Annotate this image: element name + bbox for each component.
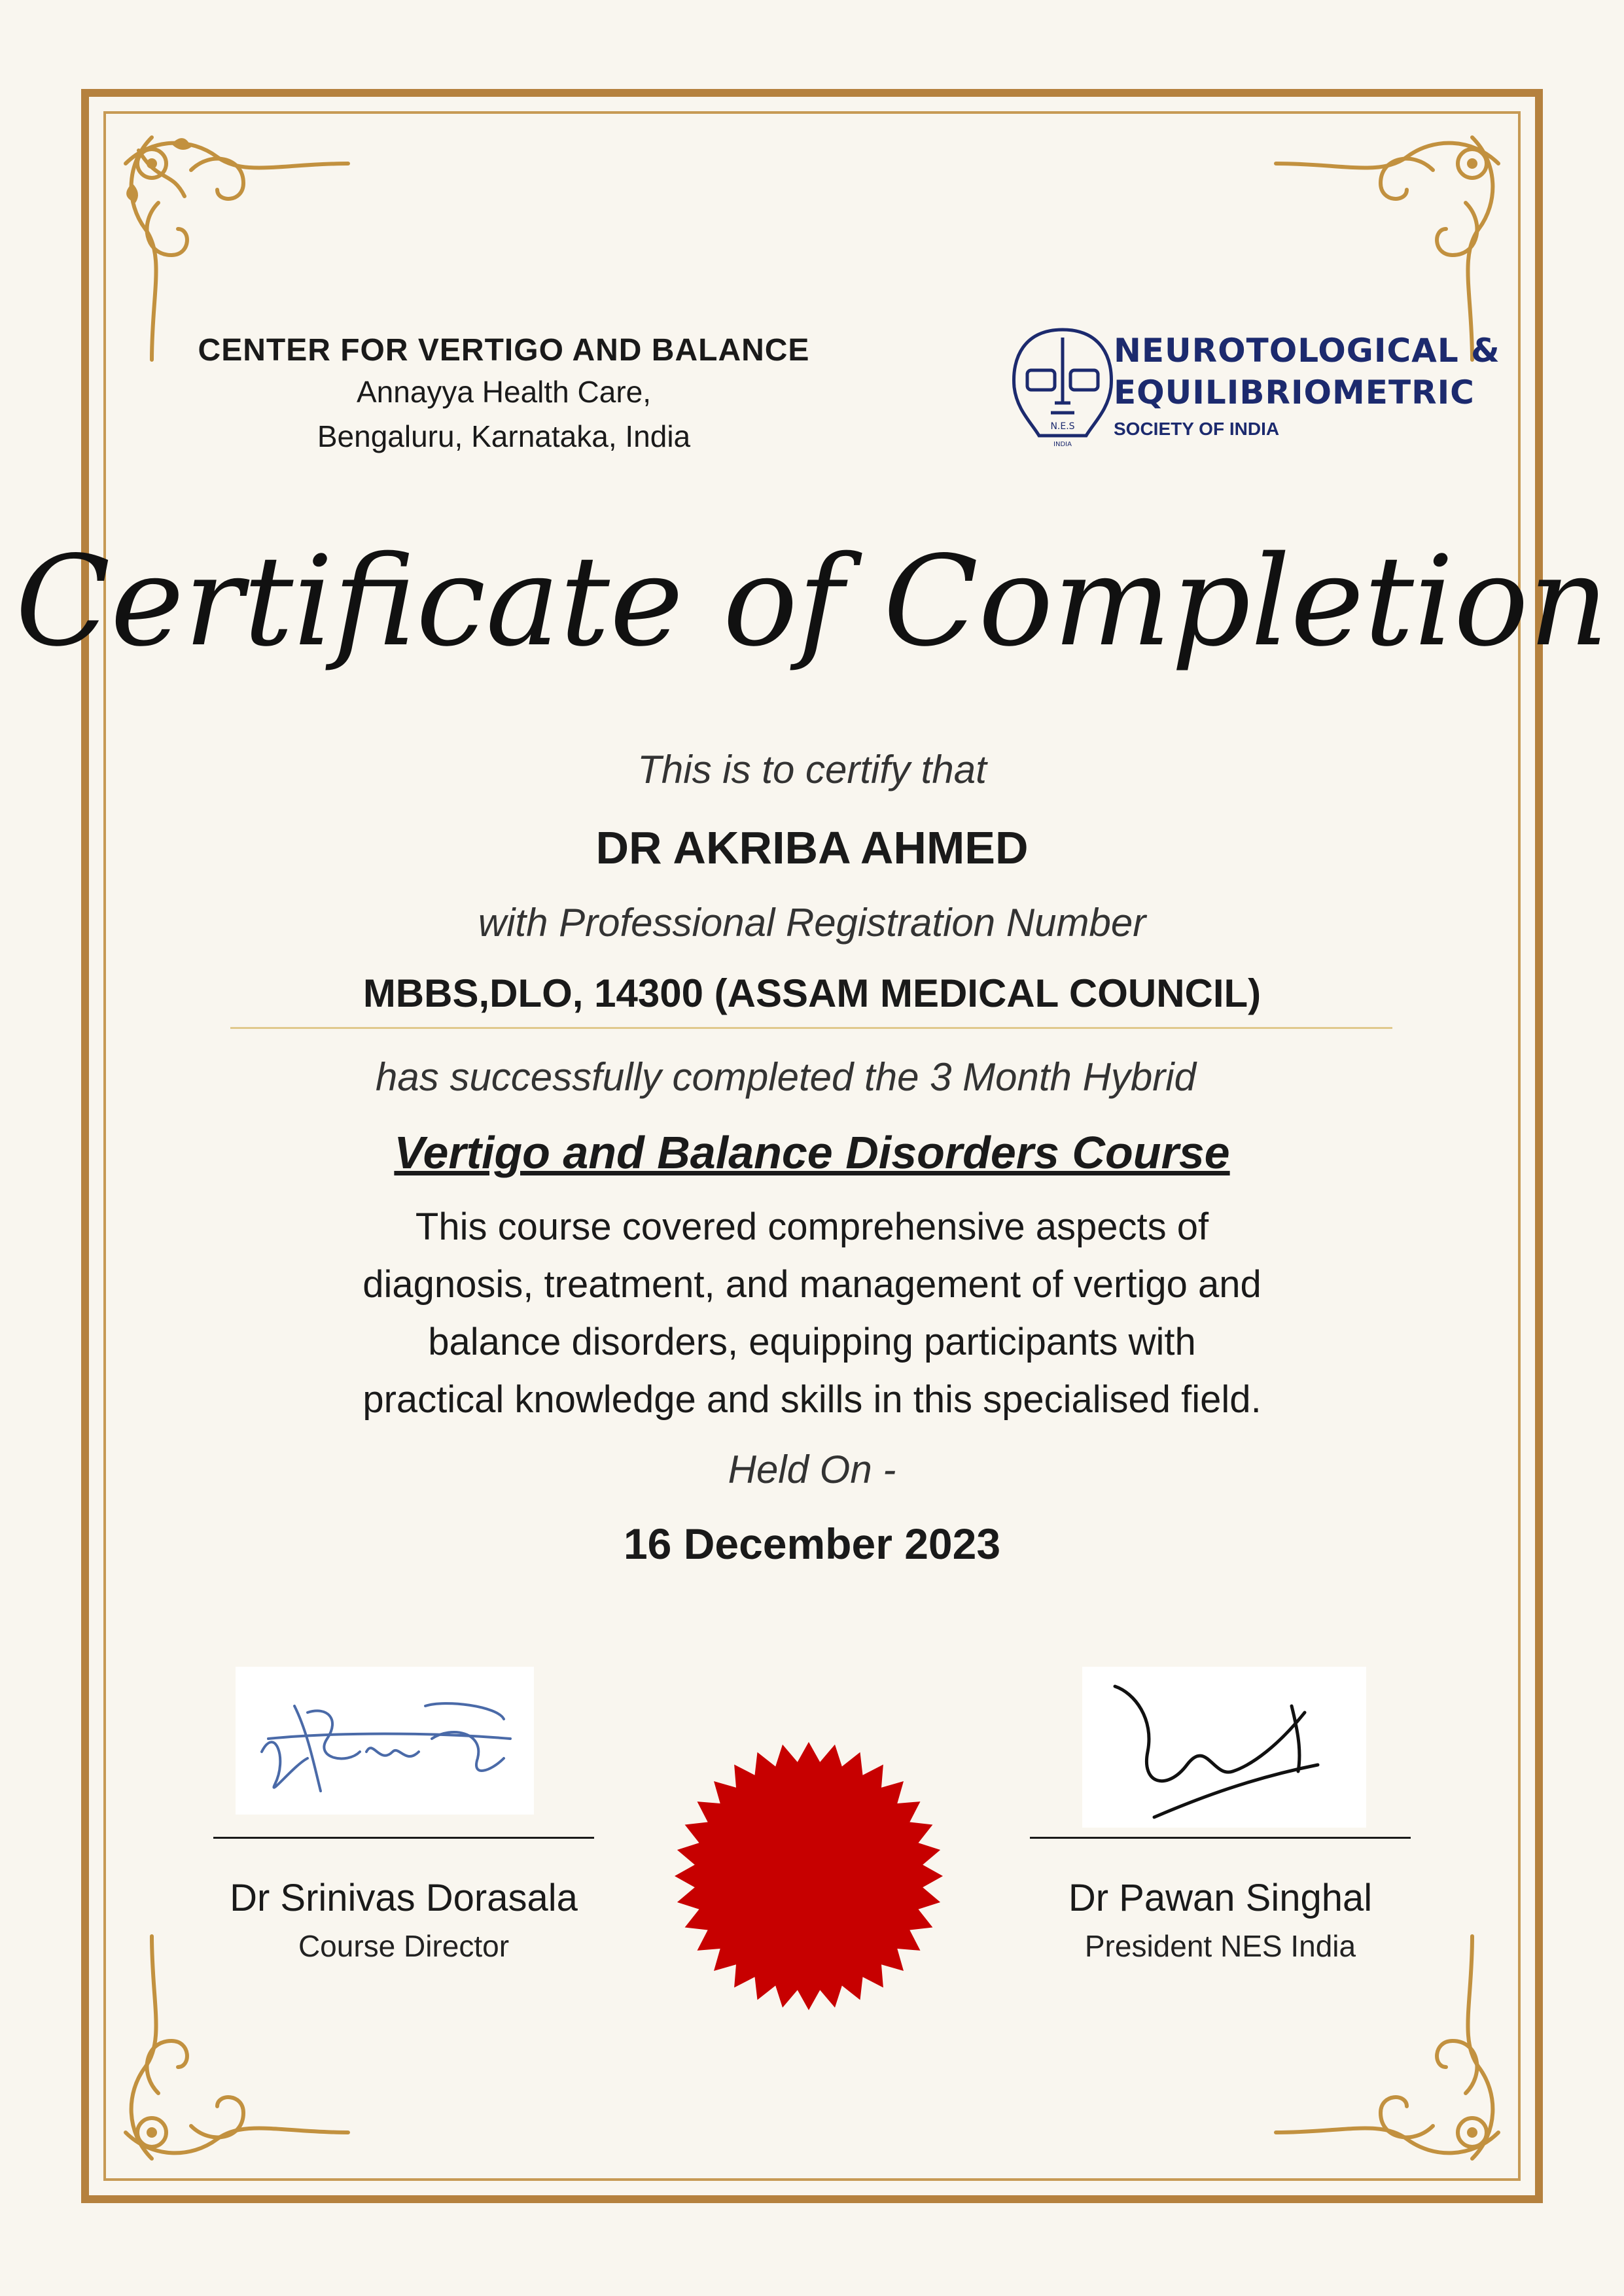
recipient-name: DR AKRIBA AHMED bbox=[595, 822, 1029, 873]
nes-name-line3: SOCIETY OF INDIA bbox=[1114, 419, 1280, 439]
held-on-label: Held On - bbox=[728, 1448, 896, 1491]
description-line: This course covered comprehensive aspects of bbox=[415, 1206, 1209, 1248]
center-title: CENTER FOR VERTIGO AND BALANCE bbox=[198, 333, 810, 368]
course-name: Vertigo and Balance Disorders Course bbox=[394, 1127, 1230, 1178]
certify-text: This is to certify that bbox=[637, 748, 987, 791]
completed-text: has successfully completed the 3 Month Hybrid bbox=[376, 1055, 1196, 1099]
signature-left bbox=[236, 1667, 534, 1815]
nes-name-line1: NEUROTOLOGICAL & bbox=[1114, 332, 1500, 370]
course-description bbox=[0, 1198, 1624, 1429]
registration-number: MBBS,DLO, 14300 (ASSAM MEDICAL COUNCIL) bbox=[362, 971, 1262, 1015]
signature-line bbox=[1030, 1837, 1411, 1839]
description-line: balance disorders, equipping participants with bbox=[428, 1321, 1196, 1363]
divider bbox=[230, 1027, 1392, 1029]
left-signatory-name: Dr Srinivas Dorasala bbox=[230, 1877, 578, 1919]
nes-skull-logo-icon bbox=[1005, 324, 1120, 455]
certificate-title: Certificate of Completion bbox=[15, 529, 1609, 674]
signature-line bbox=[213, 1837, 594, 1839]
description-line: practical knowledge and skills in this specialised field. bbox=[362, 1378, 1262, 1421]
registration-label: with Professional Registration Number bbox=[478, 901, 1146, 945]
right-signatory-role: President NES India bbox=[1084, 1929, 1356, 1963]
nes-name-block bbox=[1114, 330, 1500, 440]
nes-logo-sub: INDIA bbox=[1053, 441, 1072, 448]
red-seal-icon bbox=[671, 1739, 946, 2013]
right-signatory-name: Dr Pawan Singhal bbox=[1068, 1877, 1373, 1919]
completion-date: 16 December 2023 bbox=[623, 1520, 1001, 1568]
left-signatory-role: Course Director bbox=[298, 1929, 510, 1963]
signature-right bbox=[1082, 1667, 1366, 1828]
nes-logo-text: N.E.S bbox=[1050, 421, 1075, 432]
nes-name-line2: EQUILIBRIOMETRIC bbox=[1114, 374, 1475, 411]
center-address-line1: Annayya Health Care, bbox=[356, 375, 652, 409]
description-line: diagnosis, treatment, and management of vertigo and bbox=[362, 1263, 1262, 1306]
center-address-line2: Bengaluru, Karnataka, India bbox=[317, 419, 691, 453]
